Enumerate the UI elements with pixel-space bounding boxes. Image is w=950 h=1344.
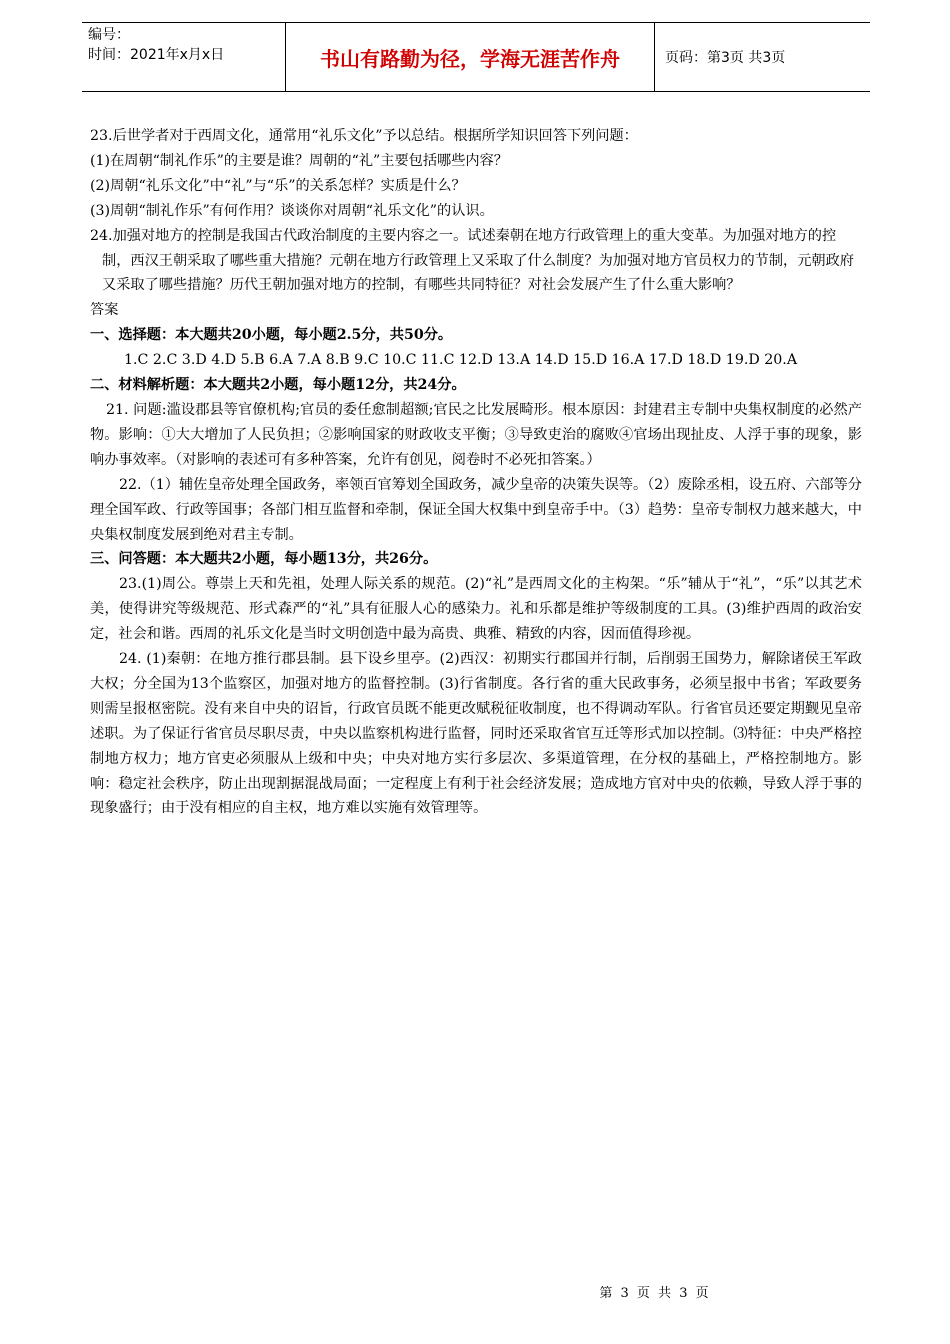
header-page-info: 页码：第3页 共3页: [665, 50, 786, 66]
section2-heading: 二、材料解析题：本大题共2小题，每小题12分，共24分。: [90, 377, 466, 394]
question-24: 24.加强对地方的控制是我国古代政治制度的主要内容之一。试述秦朝在地方行政管理上的重大变革。为加强对地方的控制，西汉王朝采取了哪些重大措施？元朝在地方行政管理上又采取了什么制度？为加强对地方官员权力的节制，元朝政府又采取了哪些措施？历代王朝加强对地方的控制，有哪些共同特征？对社会发展产生了什么重大影响？: [90, 227, 854, 294]
header-motto: 书山有路勤为径，学海无涯苦作舟: [286, 23, 655, 91]
question-23-part1: (1)在周朝“制礼作乐”的主要是谁？周朝的“礼”主要包括哪些内容？: [90, 152, 508, 169]
page-footer: 第 3 页 共 3 页: [599, 1286, 711, 1301]
section3-heading: 三、问答题：本大题共2小题，每小题13分，共26分。: [90, 551, 438, 568]
time-label: 时间：2021年x月x日: [88, 47, 225, 63]
question-23-part3: (3)周朝“制礼作乐”有何作用？谈谈你对周朝“礼乐文化”的认识。: [90, 202, 494, 219]
question-23-intro: 23.后世学者对于西周文化，通常用“礼乐文化”予以总结。根据所学知识回答下列问题：: [90, 128, 638, 144]
page-header: [82, 22, 870, 92]
answer-23: 23.(1)周公。尊崇上天和先祖，处理人际关系的规范。(2)“礼”是西周文化的主构架。“乐”辅从于“礼”，“乐”以其艺术美，使得讲究等级规范、形式森严的“礼”具有征服人心的感染力。礼和乐都是维护等级制度的工具。(3)维护西周的政治安定，社会和谐。西周的礼乐文化是当时文明创造中最为高贵、典雅、精致的内容，因而值得珍视。: [90, 576, 862, 643]
section1-heading: 一、选择题：本大题共20小题，每小题2.5分，共50分。: [90, 327, 453, 344]
question-23-part2: (2)周朝“礼乐文化”中“礼”与“乐”的关系怎样？实质是什么？: [90, 177, 466, 194]
multiple-choice-answers: 1.C 2.C 3.D 4.D 5.B 6.A 7.A 8.B 9.C 10.C 11.C 12.D 13.A 14.D 15.D 16.A 17.D 18.D 19.D 20.A: [124, 352, 798, 369]
answer-22: 22.（1）辅佐皇帝处理全国政务，率领百官筹划全国政务，减少皇帝的决策失误等。（2）废除丞相，设五府、六部等分理全国军政、行政等国事；各部门相互监督和牵制，保证全国大权集中到皇帝手中。（3）趋势：皇帝专制权力越来越大，中央集权制度发展到绝对君主专制。: [90, 476, 862, 543]
header-left-cell: [82, 23, 286, 91]
answers-title: 答案: [90, 302, 119, 319]
answer-24: 24. (1)秦朝：在地方推行郡县制。县下设乡里亭。(2)西汉：初期实行郡国并行制，后削弱王国势力，解除诸侯王军政大权；分全国为13个监察区，加强对地方的监督控制。(3)行省制度。各行省的重大民政事务，必须呈报中书省；军政要务则需呈报枢密院。没有来自中央的诏旨，行政官员既不能更改赋税征收制度，也不得调动军队。行省官员还要定期觐见皇帝述职。为了保证行省官员尽职尽责，中央以监察机构进行监督，同时还采取省官互迁等形式加以控制。⑶特征：中央严格控制地方权力；地方官吏必须服从上级和中央；中央对地方实行多层次、多渠道管理，在分权的基础上，严格控制地方。影响：稳定社会秩序，防止出现割据混战局面；一定程度上有利于社会经济发展；造成地方官对中央的依赖，导致人浮于事的现象盛行；由于没有相应的自主权，地方难以实施有效管理等。: [90, 651, 862, 817]
document-body: [90, 124, 862, 821]
answer-21: 21. 问题:滥设郡县等官僚机构;官员的委任愈制超额;官民之比发展畸形。根本原因：封建君主专制中央集权制度的必然产物。影响：①大大增加了人民负担；②影响国家的财政收支平衡；③导致吏治的腐败④官场出现扯皮、人浮于事的现象，影响办事效率。（对影响的表述可有多种答案，允许有创见，阅卷时不必死扣答案。）: [90, 401, 862, 468]
serial-label: 编号：: [88, 27, 130, 43]
